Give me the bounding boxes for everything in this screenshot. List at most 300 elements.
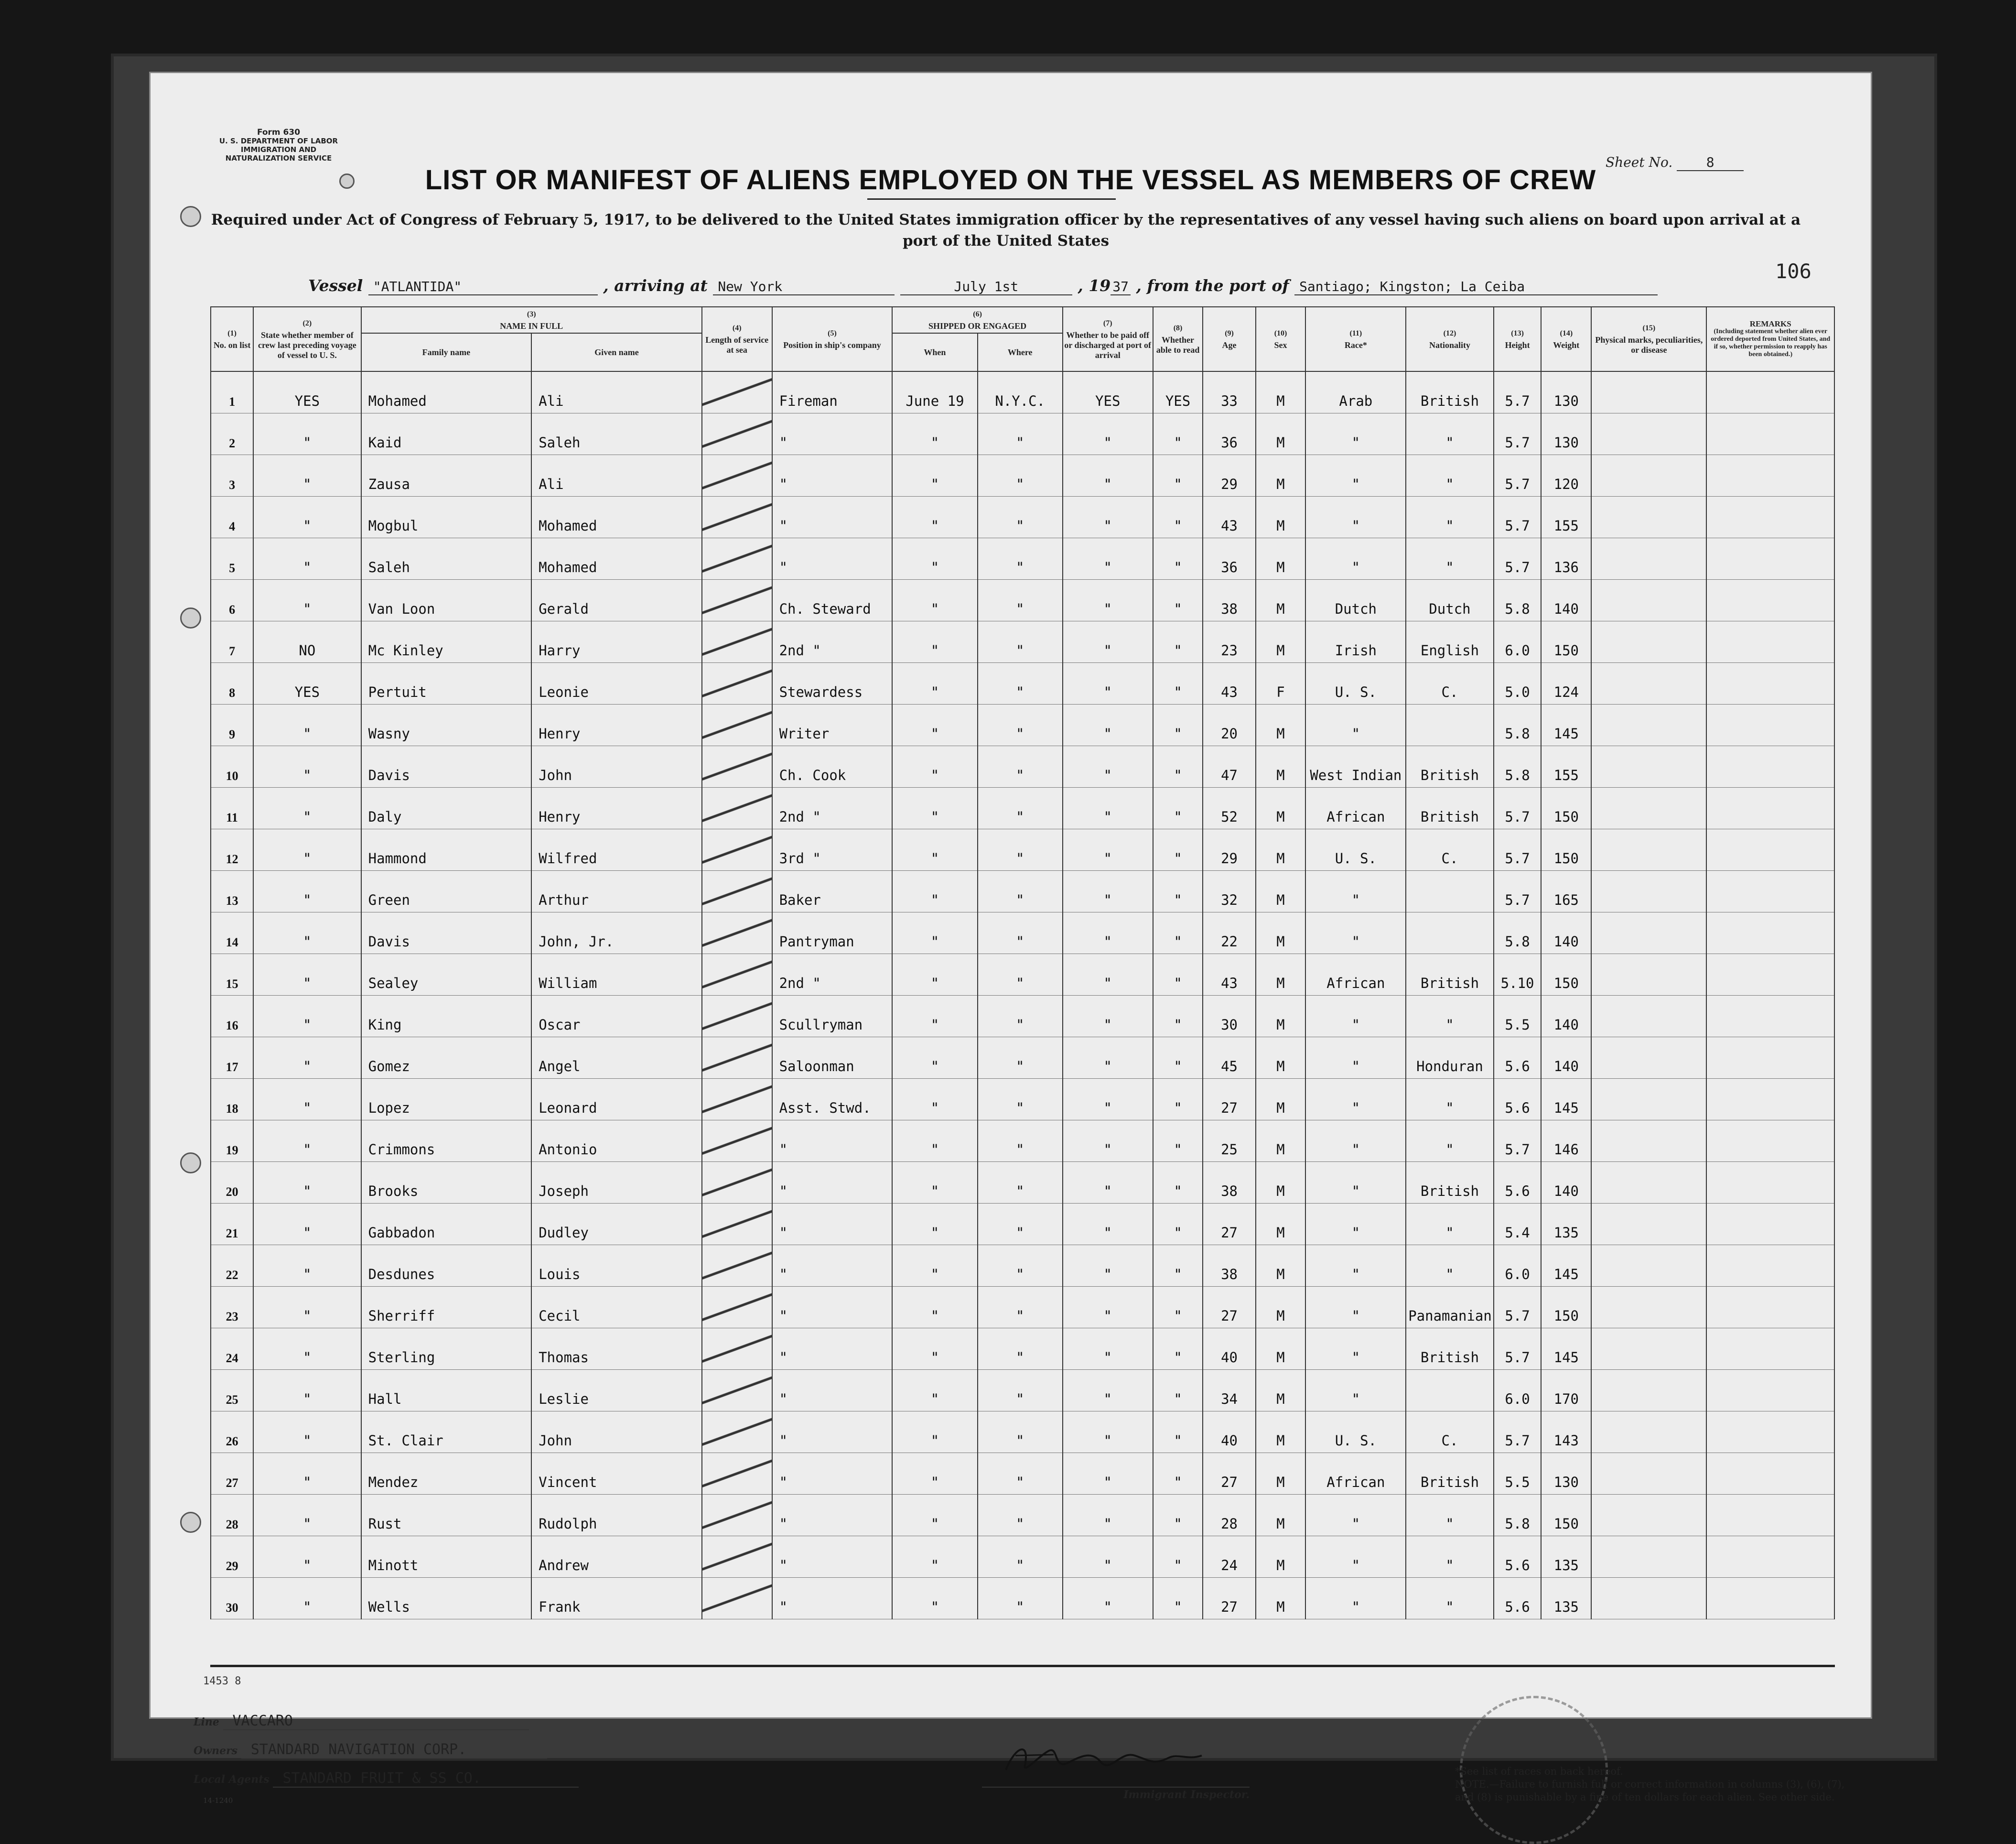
table-row <box>211 1162 1834 1204</box>
cell-given: Joseph <box>531 1162 702 1204</box>
cell-given: Oscar <box>531 996 702 1037</box>
cell-remarks <box>1706 912 1834 954</box>
from-port-label: , from the port of <box>1136 276 1289 295</box>
cell-last: " <box>253 580 361 621</box>
cell-length-service <box>702 705 772 746</box>
table-row <box>211 1578 1834 1619</box>
cell-last: " <box>253 1411 361 1453</box>
table-row <box>211 1370 1834 1411</box>
cell-race: African <box>1305 954 1406 996</box>
cell-weight: 145 <box>1541 705 1591 746</box>
cell-paid: " <box>1063 1411 1153 1453</box>
cell-read: " <box>1153 1328 1203 1370</box>
cell-given: Angel <box>531 1037 702 1079</box>
punch-hole <box>180 1152 201 1173</box>
cell-length-service <box>702 1037 772 1079</box>
col-header-no: (1) No. on list <box>211 307 253 371</box>
cell-position: " <box>772 1578 893 1619</box>
cell-no: 26 <box>211 1411 253 1453</box>
cell-weight: 150 <box>1541 954 1591 996</box>
cell-height: 5.6 <box>1494 1578 1542 1619</box>
cell-sex: M <box>1256 1204 1306 1245</box>
cell-age: 27 <box>1203 1578 1255 1619</box>
col-header-length-service: (4) Length of service at sea <box>702 307 772 371</box>
year-prefix: , 19 <box>1078 276 1111 295</box>
cell-family: Wasny <box>361 705 532 746</box>
cell-remarks <box>1706 1453 1834 1495</box>
cell-physical-marks <box>1591 663 1706 705</box>
cell-remarks <box>1706 1037 1834 1079</box>
cell-sex: M <box>1256 455 1306 497</box>
cell-weight: 130 <box>1541 413 1591 455</box>
cell-paid: " <box>1063 829 1153 871</box>
cell-paid: " <box>1063 1536 1153 1578</box>
cell-when: " <box>892 788 977 829</box>
cell-remarks <box>1706 1287 1834 1328</box>
cell-nationality: " <box>1406 497 1494 538</box>
cell-sex: M <box>1256 1287 1306 1328</box>
manifest-sheet <box>149 72 1872 1805</box>
cell-when: " <box>892 621 977 663</box>
cell-read: " <box>1153 621 1203 663</box>
table-row <box>211 1411 1834 1453</box>
table-row <box>211 1328 1834 1370</box>
cell-nationality: " <box>1406 538 1494 580</box>
col-header-last-voyage: (2) State whether member of crew last preceding voyage of vessel to U. S. <box>253 307 361 371</box>
cell-race: Arab <box>1305 371 1406 413</box>
cell-where: N.Y.C. <box>978 371 1063 413</box>
cell-sex: M <box>1256 954 1306 996</box>
cell-when: " <box>892 497 977 538</box>
cell-where: " <box>978 912 1063 954</box>
form-code: 14-1240 <box>203 1796 233 1805</box>
cell-nationality: British <box>1406 1162 1494 1204</box>
punch-hole <box>180 206 201 227</box>
cell-read: " <box>1153 1037 1203 1079</box>
cell-when: " <box>892 1245 977 1287</box>
page-title: LIST OR MANIFEST OF ALIENS EMPLOYED ON THE VESSEL AS MEMBERS OF CREW <box>425 164 1596 195</box>
cell-read: " <box>1153 580 1203 621</box>
cell-read: " <box>1153 954 1203 996</box>
cell-paid: " <box>1063 1120 1153 1162</box>
cell-sex: M <box>1256 788 1306 829</box>
cell-race: " <box>1305 1370 1406 1411</box>
cell-height: 5.7 <box>1494 497 1542 538</box>
cell-sex: M <box>1256 705 1306 746</box>
cell-read: " <box>1153 413 1203 455</box>
cell-where: " <box>978 1120 1063 1162</box>
cell-position: " <box>772 1287 893 1328</box>
cell-no: 12 <box>211 829 253 871</box>
cell-when: " <box>892 538 977 580</box>
cell-no: 23 <box>211 1287 253 1328</box>
cell-race: " <box>1305 871 1406 912</box>
cell-when: " <box>892 1037 977 1079</box>
cell-position: Ch. Steward <box>772 580 893 621</box>
cell-nationality: " <box>1406 1245 1494 1287</box>
cell-age: 32 <box>1203 871 1255 912</box>
cell-read: YES <box>1153 371 1203 413</box>
cell-nationality: " <box>1406 1120 1494 1162</box>
cell-nationality: Dutch <box>1406 580 1494 621</box>
cell-age: 27 <box>1203 1204 1255 1245</box>
cell-physical-marks <box>1591 371 1706 413</box>
cell-position: Scullryman <box>772 996 893 1037</box>
cell-given: Henry <box>531 705 702 746</box>
cell-sex: M <box>1256 1536 1306 1578</box>
cell-age: 45 <box>1203 1037 1255 1079</box>
cell-position: Asst. Stwd. <box>772 1079 893 1120</box>
cell-sex: M <box>1256 1079 1306 1120</box>
cell-where: " <box>978 1162 1063 1204</box>
table-row <box>211 829 1834 871</box>
cell-physical-marks <box>1591 746 1706 788</box>
cell-paid: " <box>1063 1328 1153 1370</box>
cell-race: U. S. <box>1305 663 1406 705</box>
cell-height: 5.6 <box>1494 1079 1542 1120</box>
cell-physical-marks <box>1591 1453 1706 1495</box>
cell-no: 24 <box>211 1328 253 1370</box>
table-row <box>211 497 1834 538</box>
cell-no: 4 <box>211 497 253 538</box>
cell-height: 5.6 <box>1494 1536 1542 1578</box>
cell-race: " <box>1305 1495 1406 1536</box>
crew-manifest-table <box>210 306 1835 1619</box>
cell-last: " <box>253 1079 361 1120</box>
cell-weight: 140 <box>1541 996 1591 1037</box>
agents-value: STANDARD FRUIT & SS CO. <box>273 1770 579 1788</box>
cell-remarks <box>1706 1495 1834 1536</box>
cell-sex: M <box>1256 538 1306 580</box>
table-row <box>211 413 1834 455</box>
cell-when: " <box>892 580 977 621</box>
cell-given: Harry <box>531 621 702 663</box>
cell-when: " <box>892 996 977 1037</box>
cell-last: " <box>253 746 361 788</box>
cell-age: 33 <box>1203 371 1255 413</box>
cell-family: Mohamed <box>361 371 532 413</box>
cell-length-service <box>702 1453 772 1495</box>
cell-no: 28 <box>211 1495 253 1536</box>
cell-family: Mc Kinley <box>361 621 532 663</box>
cell-no: 8 <box>211 663 253 705</box>
cell-height: 5.7 <box>1494 455 1542 497</box>
col-header-where: Where <box>978 333 1063 371</box>
cell-where: " <box>978 705 1063 746</box>
table-row <box>211 996 1834 1037</box>
cell-length-service <box>702 413 772 455</box>
cell-where: " <box>978 1453 1063 1495</box>
cell-height: 5.7 <box>1494 371 1542 413</box>
cell-given: Arthur <box>531 871 702 912</box>
cell-length-service <box>702 788 772 829</box>
cell-nationality: " <box>1406 1204 1494 1245</box>
cell-height: 5.7 <box>1494 788 1542 829</box>
cell-age: 29 <box>1203 829 1255 871</box>
cell-remarks <box>1706 1578 1834 1619</box>
cell-position: " <box>772 455 893 497</box>
cell-position: " <box>772 538 893 580</box>
cell-weight: 124 <box>1541 663 1591 705</box>
cell-nationality <box>1406 705 1494 746</box>
cell-read: " <box>1153 912 1203 954</box>
cell-given: Ali <box>531 371 702 413</box>
cell-where: " <box>978 1578 1063 1619</box>
cell-sex: M <box>1256 1245 1306 1287</box>
cell-position: " <box>772 1411 893 1453</box>
cell-read: " <box>1153 1162 1203 1204</box>
cell-height: 5.8 <box>1494 580 1542 621</box>
departure-ports: Santiago; Kingston; La Ceiba <box>1294 279 1658 295</box>
cell-paid: " <box>1063 621 1153 663</box>
cell-remarks <box>1706 705 1834 746</box>
cell-read: " <box>1153 1453 1203 1495</box>
footnote-races: *See list of races on back hereof. <box>1455 1766 1623 1777</box>
cell-weight: 150 <box>1541 788 1591 829</box>
footnote-penalty: NOTE.—Failure to furnish full or correct information in columns (3), (6), (7), and (8) is punishable by a fine of ten dollars for each alien. See other side. <box>1455 1779 1845 1803</box>
cell-remarks <box>1706 1328 1834 1370</box>
cell-height: 5.5 <box>1494 1453 1542 1495</box>
cell-given: Andrew <box>531 1536 702 1578</box>
cell-when: " <box>892 1079 977 1120</box>
cell-when: " <box>892 1453 977 1495</box>
cell-when: " <box>892 1411 977 1453</box>
cell-where: " <box>978 1245 1063 1287</box>
cell-family: Davis <box>361 746 532 788</box>
cell-height: 5.8 <box>1494 912 1542 954</box>
cell-height: 5.10 <box>1494 954 1542 996</box>
cell-given: Antonio <box>531 1120 702 1162</box>
cell-when: " <box>892 413 977 455</box>
cell-remarks <box>1706 1162 1834 1204</box>
cell-weight: 135 <box>1541 1578 1591 1619</box>
cell-height: 5.7 <box>1494 1328 1542 1370</box>
cell-last: " <box>253 1162 361 1204</box>
cell-race: " <box>1305 1204 1406 1245</box>
cell-paid: " <box>1063 1287 1153 1328</box>
col-header-sex: (10) Sex <box>1256 307 1306 371</box>
cell-paid: " <box>1063 1245 1153 1287</box>
col-header-name: (3) NAME IN FULL <box>361 307 702 333</box>
cell-sex: M <box>1256 1370 1306 1411</box>
cell-given: John, Jr. <box>531 912 702 954</box>
cell-position: " <box>772 413 893 455</box>
cell-nationality: C. <box>1406 829 1494 871</box>
cell-given: John <box>531 1411 702 1453</box>
cell-family: Green <box>361 871 532 912</box>
cell-age: 47 <box>1203 746 1255 788</box>
inspector-label: Immigrant Inspector. <box>982 1787 1250 1801</box>
cell-sex: M <box>1256 371 1306 413</box>
cell-family: Hall <box>361 1370 532 1411</box>
cell-family: St. Clair <box>361 1411 532 1453</box>
cell-given: Henry <box>531 788 702 829</box>
cell-when: " <box>892 954 977 996</box>
cell-no: 14 <box>211 912 253 954</box>
cell-weight: 170 <box>1541 1370 1591 1411</box>
cell-where: " <box>978 1495 1063 1536</box>
cell-when: " <box>892 1495 977 1536</box>
cell-when: " <box>892 1328 977 1370</box>
cell-where: " <box>978 1204 1063 1245</box>
cell-length-service <box>702 1328 772 1370</box>
arriving-label: , arriving at <box>603 276 708 295</box>
table-row <box>211 371 1834 413</box>
cell-height: 5.7 <box>1494 1287 1542 1328</box>
table-row <box>211 1037 1834 1079</box>
cell-length-service <box>702 621 772 663</box>
cell-sex: M <box>1256 413 1306 455</box>
cell-race: African <box>1305 788 1406 829</box>
cell-position: Stewardess <box>772 663 893 705</box>
cell-nationality: British <box>1406 371 1494 413</box>
cell-race: " <box>1305 996 1406 1037</box>
cell-physical-marks <box>1591 829 1706 871</box>
cell-read: " <box>1153 1287 1203 1328</box>
table-row <box>211 912 1834 954</box>
arrival-date: July 1st <box>900 279 1072 295</box>
cell-nationality: " <box>1406 1079 1494 1120</box>
cell-length-service <box>702 455 772 497</box>
cell-where: " <box>978 996 1063 1037</box>
cell-age: 38 <box>1203 1245 1255 1287</box>
cell-physical-marks <box>1591 621 1706 663</box>
cell-race: " <box>1305 1120 1406 1162</box>
cell-family: Sealey <box>361 954 532 996</box>
cell-sex: M <box>1256 996 1306 1037</box>
cell-family: Hammond <box>361 829 532 871</box>
cell-read: " <box>1153 1079 1203 1120</box>
cell-nationality <box>1406 1370 1494 1411</box>
table-row <box>211 580 1834 621</box>
cell-where: " <box>978 1411 1063 1453</box>
cell-remarks <box>1706 996 1834 1037</box>
cell-physical-marks <box>1591 1037 1706 1079</box>
cell-age: 38 <box>1203 580 1255 621</box>
cell-height: 5.7 <box>1494 538 1542 580</box>
cell-nationality: British <box>1406 1453 1494 1495</box>
table-row <box>211 1495 1834 1536</box>
cell-height: 5.8 <box>1494 746 1542 788</box>
arrival-port: New York <box>713 279 895 295</box>
cell-sex: M <box>1256 829 1306 871</box>
table-row <box>211 1453 1834 1495</box>
cell-paid: " <box>1063 1370 1153 1411</box>
cell-no: 18 <box>211 1079 253 1120</box>
cell-when: " <box>892 1162 977 1204</box>
cell-weight: 140 <box>1541 1162 1591 1204</box>
cell-weight: 146 <box>1541 1120 1591 1162</box>
table-row <box>211 621 1834 663</box>
cell-last: " <box>253 455 361 497</box>
cell-position: " <box>772 1370 893 1411</box>
cell-age: 20 <box>1203 705 1255 746</box>
cell-age: 43 <box>1203 663 1255 705</box>
cell-position: 2nd " <box>772 621 893 663</box>
table-row <box>211 1120 1834 1162</box>
cell-height: 5.0 <box>1494 663 1542 705</box>
cell-length-service <box>702 580 772 621</box>
cell-remarks <box>1706 413 1834 455</box>
cell-weight: 135 <box>1541 1204 1591 1245</box>
cell-length-service <box>702 1536 772 1578</box>
col-header-position: (5) Position in ship's company <box>772 307 893 371</box>
cell-age: 27 <box>1203 1453 1255 1495</box>
service-name: IMMIGRATION AND NATURALIZATION SERVICE <box>225 145 332 163</box>
col-header-race: (11) Race* <box>1305 307 1406 371</box>
cell-race: Dutch <box>1305 580 1406 621</box>
cell-when: " <box>892 829 977 871</box>
cell-no: 3 <box>211 455 253 497</box>
cell-position: " <box>772 1204 893 1245</box>
col-header-paid-off: (7) Whether to be paid off or discharged at port of arrival <box>1063 307 1153 371</box>
cell-given: Frank <box>531 1578 702 1619</box>
cell-race: " <box>1305 497 1406 538</box>
cell-where: " <box>978 580 1063 621</box>
cell-height: 5.7 <box>1494 829 1542 871</box>
table-row <box>211 455 1834 497</box>
cell-weight: 145 <box>1541 1245 1591 1287</box>
cell-physical-marks <box>1591 538 1706 580</box>
cell-no: 20 <box>211 1162 253 1204</box>
cell-position: Writer <box>772 705 893 746</box>
cell-sex: M <box>1256 1411 1306 1453</box>
cell-physical-marks <box>1591 1328 1706 1370</box>
cell-length-service <box>702 1370 772 1411</box>
cell-position: " <box>772 1162 893 1204</box>
cell-given: Louis <box>531 1245 702 1287</box>
cell-age: 25 <box>1203 1120 1255 1162</box>
cell-weight: 155 <box>1541 497 1591 538</box>
cell-paid: " <box>1063 996 1153 1037</box>
cell-nationality: " <box>1406 1495 1494 1536</box>
cell-last: YES <box>253 663 361 705</box>
cell-family: Zausa <box>361 455 532 497</box>
cell-sex: M <box>1256 1453 1306 1495</box>
cell-last: " <box>253 705 361 746</box>
cell-weight: 140 <box>1541 1037 1591 1079</box>
cell-position: 3rd " <box>772 829 893 871</box>
cell-no: 27 <box>211 1453 253 1495</box>
cell-physical-marks <box>1591 455 1706 497</box>
cell-length-service <box>702 663 772 705</box>
cell-weight: 155 <box>1541 746 1591 788</box>
cell-last: " <box>253 1120 361 1162</box>
cell-read: " <box>1153 455 1203 497</box>
cell-physical-marks <box>1591 954 1706 996</box>
col-header-physical-marks: (15) Physical marks, peculiarities, or disease <box>1591 307 1706 371</box>
cell-paid: " <box>1063 413 1153 455</box>
cell-position: " <box>772 1495 893 1536</box>
table-row <box>211 788 1834 829</box>
cell-read: " <box>1153 1120 1203 1162</box>
cell-position: " <box>772 1245 893 1287</box>
cell-age: 23 <box>1203 621 1255 663</box>
table-row <box>211 1245 1834 1287</box>
cell-last: " <box>253 1328 361 1370</box>
cell-weight: 145 <box>1541 1079 1591 1120</box>
cell-physical-marks <box>1591 580 1706 621</box>
cell-nationality: Panamanian <box>1406 1287 1494 1328</box>
cell-family: Brooks <box>361 1162 532 1204</box>
cell-height: 5.4 <box>1494 1204 1542 1245</box>
cell-sex: M <box>1256 1120 1306 1162</box>
cell-weight: 140 <box>1541 912 1591 954</box>
cell-no: 2 <box>211 413 253 455</box>
cell-height: 6.0 <box>1494 621 1542 663</box>
cell-where: " <box>978 871 1063 912</box>
cell-remarks <box>1706 1536 1834 1578</box>
